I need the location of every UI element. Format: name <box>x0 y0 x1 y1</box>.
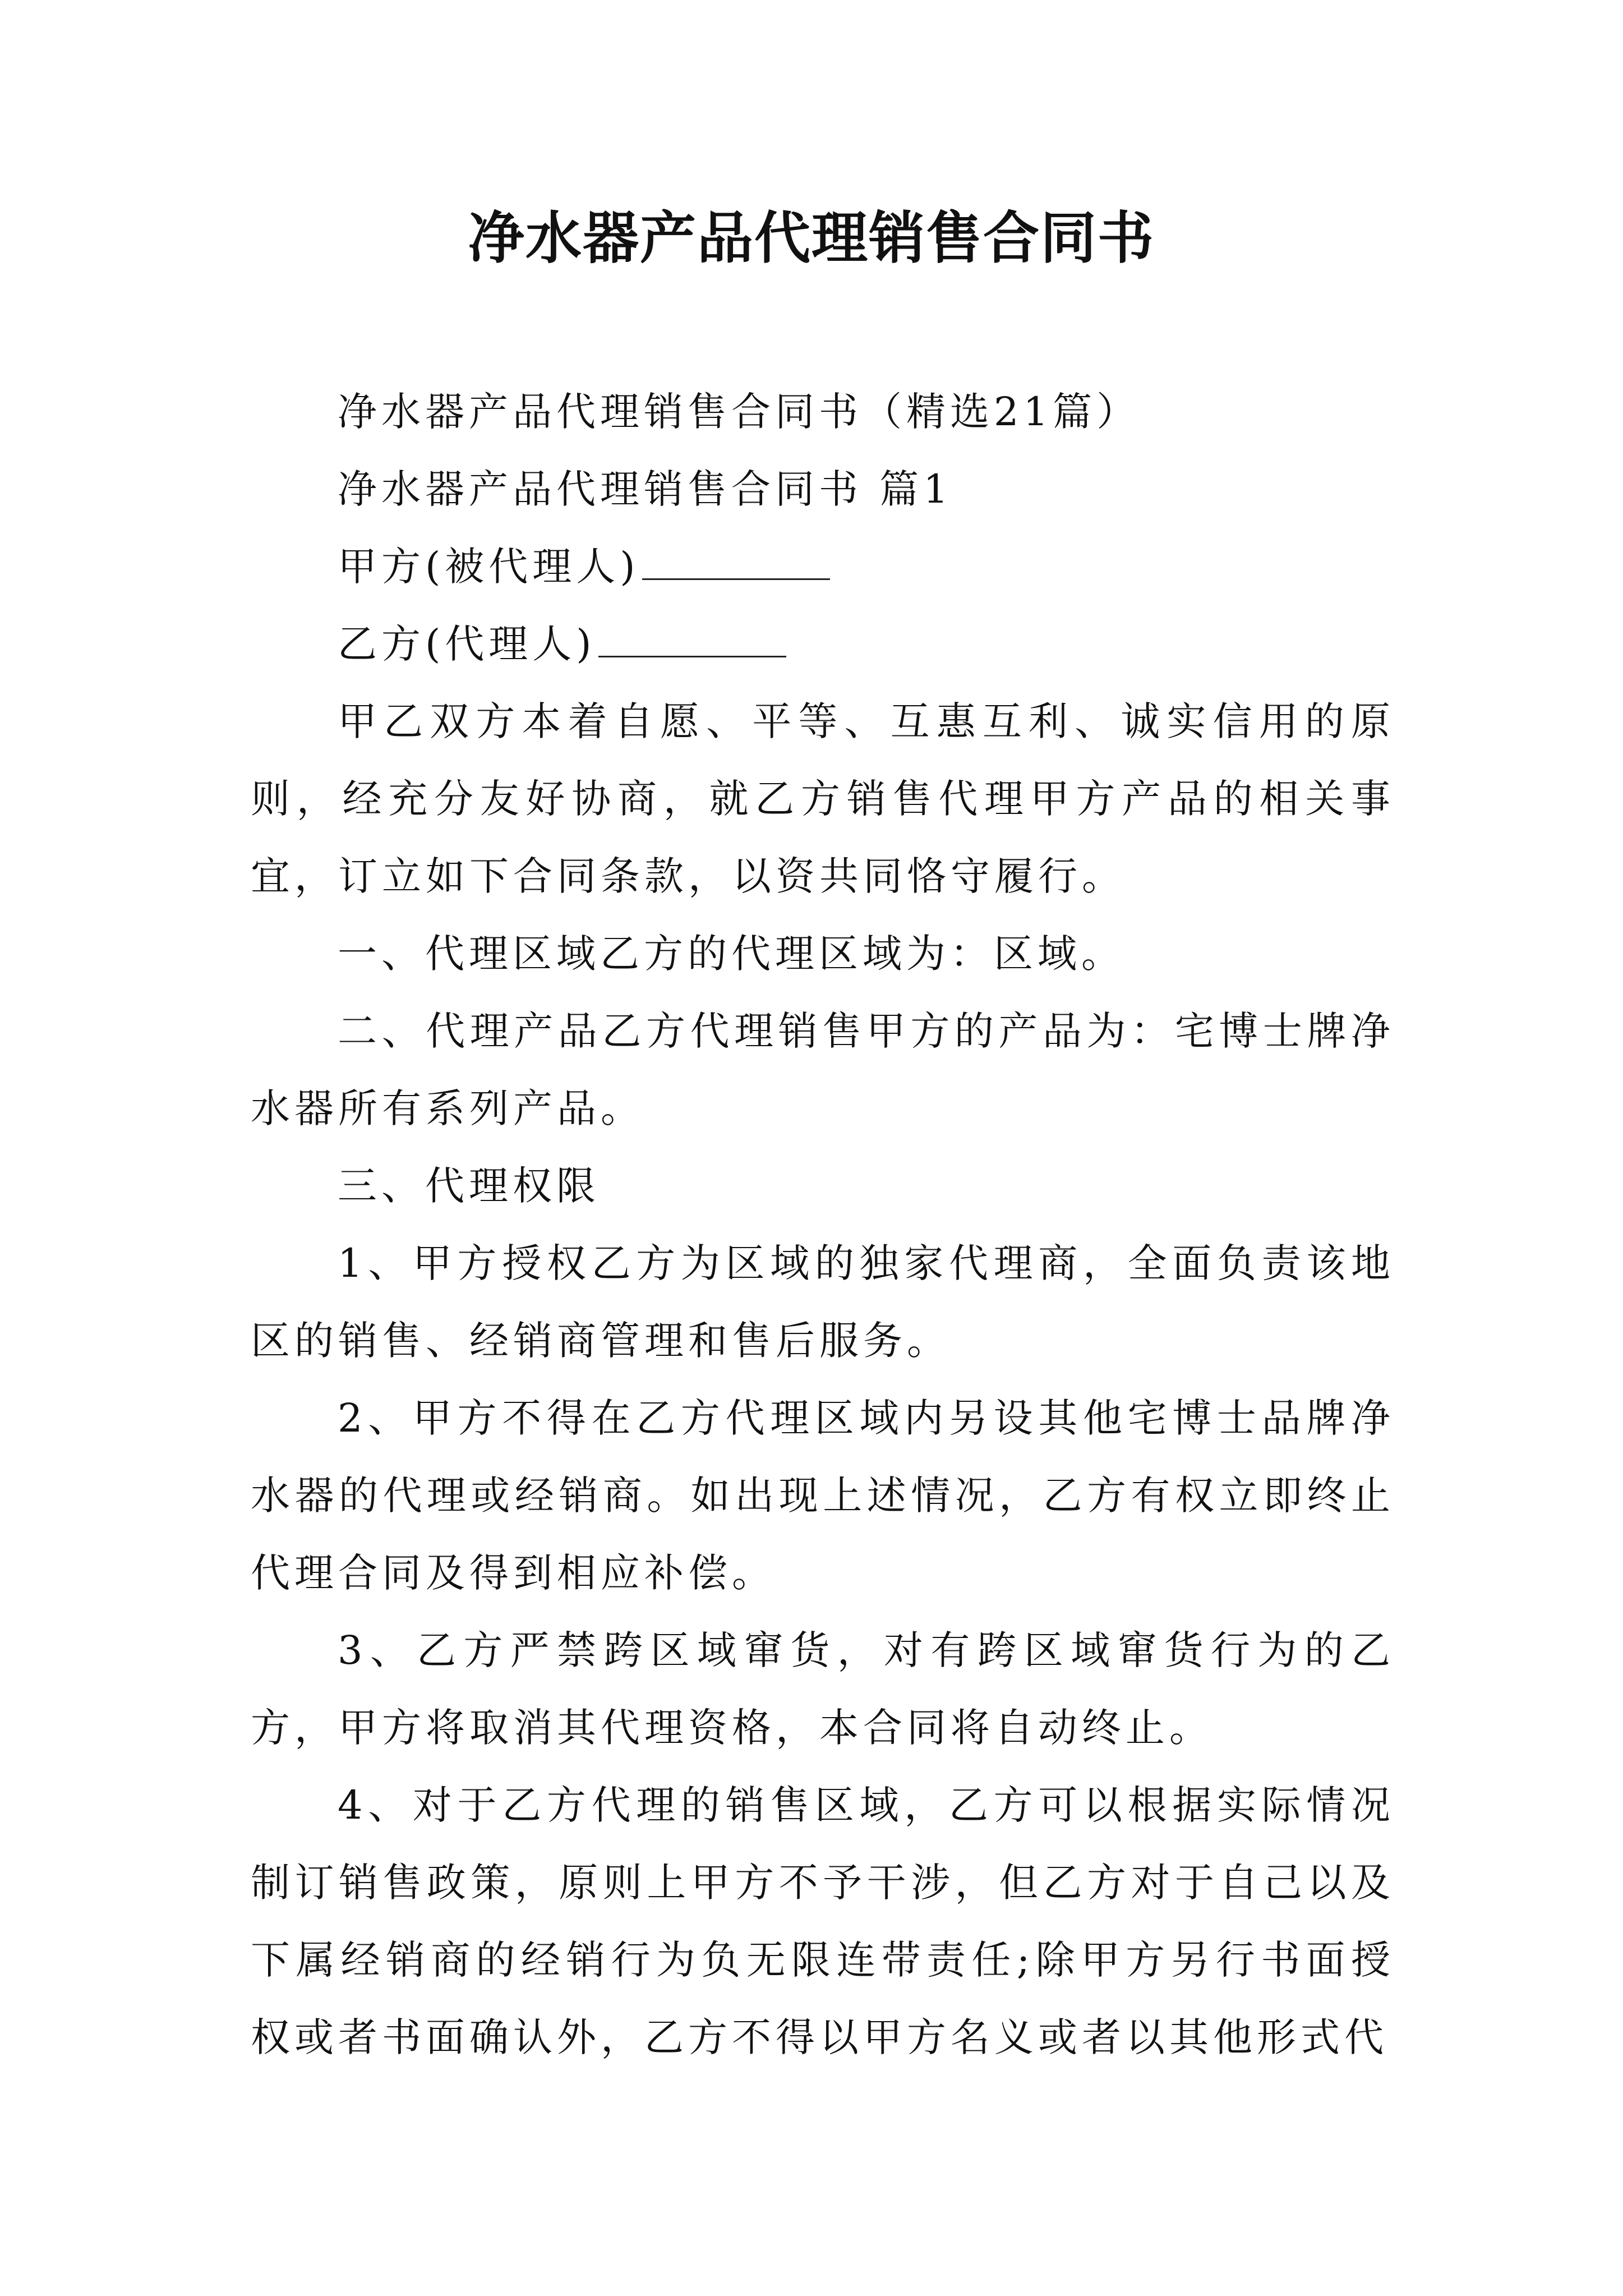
party-a-blank <box>642 546 830 580</box>
party-a-label: 甲方(被代理人) <box>338 544 640 590</box>
paragraph-agency-authority-heading: 三、代理权限 <box>338 1163 600 1209</box>
document-title: 净水器产品代理销售合同书 <box>468 205 1155 271</box>
party-b-blank <box>598 623 786 657</box>
document-subtitle: 净水器产品代理销售合同书（精选21篇） <box>338 389 1141 435</box>
party-a-line <box>251 528 1395 605</box>
party-b-line <box>251 605 1395 683</box>
document-body <box>251 373 1395 2076</box>
section-heading: 净水器产品代理销售合同书 篇1 <box>338 466 953 512</box>
paragraph-agency-products: 二、代理产品乙方代理销售甲方的产品为：宅博士牌净水器所有系列产品。 <box>251 1008 1395 1131</box>
paragraph-clause-3: 3、乙方严禁跨区域窜货，对有跨区域窜货行为的乙方，甲方将取消其代理资格，本合同将自动终止。 <box>251 1627 1395 1751</box>
party-b-label: 乙方(代理人) <box>338 621 596 667</box>
paragraph-clause-2: 2、甲方不得在乙方代理区域内另设其他宅博士品牌净水器的代理或经销商。如出现上述情况，乙方有权立即终止代理合同及得到相应补偿。 <box>251 1395 1395 1596</box>
paragraph-agency-area: 一、代理区域乙方的代理区域为：区域。 <box>338 931 1125 977</box>
paragraph-clause-1: 1、甲方授权乙方为区域的独家代理商，全面负责该地区的销售、经销商管理和售后服务。 <box>251 1240 1395 1364</box>
paragraph-clause-4: 4、对于乙方代理的销售区域，乙方可以根据实际情况制订销售政策，原则上甲方不予干涉，但乙方对于自己以及下属经销商的经销行为负无限连带责任;除甲方另行书面授权或者书面确认外，乙方不得以甲方名义或者以其他形式代 <box>251 1782 1395 2060</box>
paragraph-preamble: 甲乙双方本着自愿、平等、互惠互利、诚实信用的原则，经充分友好协商，就乙方销售代理甲方产品的相关事宜，订立如下合同条款，以资共同恪守履行。 <box>251 698 1395 899</box>
